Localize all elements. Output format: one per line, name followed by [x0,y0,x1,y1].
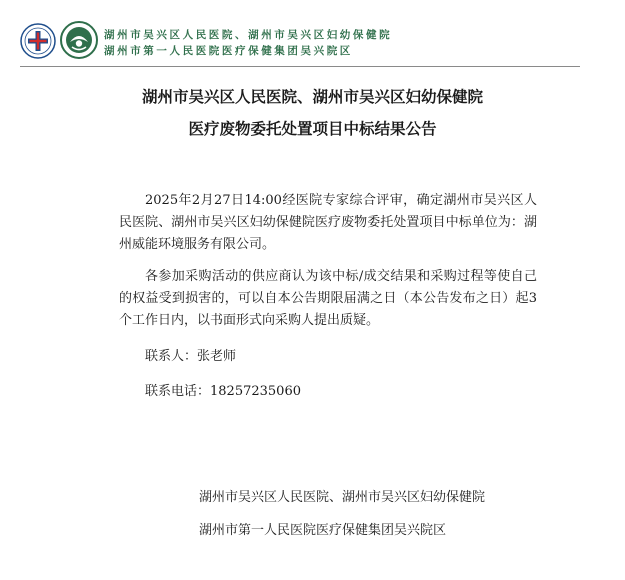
letterhead-text [104,27,392,59]
maternal-child-health-emblem-icon [60,21,98,59]
letterhead-line-2: 湖州市第一人民医院医疗保健集团吴兴院区 [104,45,353,57]
signature-line-1: 湖州市吴兴区人民医院、湖州市吴兴区妇幼保健院 [199,490,486,505]
hospital-emblem-icon [20,23,56,59]
letterhead-line-1: 湖州市吴兴区人民医院、湖州市吴兴区妇幼保健院 [104,29,393,41]
letterhead [0,0,625,80]
contact-phone: 联系电话：18257235060 [145,384,301,399]
signature-line-2: 湖州市第一人民医院医疗保健集团吴兴院区 [199,523,447,538]
document-title-line-2: 医疗废物委托处置项目中标结果公告 [188,119,437,138]
document-title-line-1: 湖州市吴兴区人民医院、湖州市吴兴区妇幼保健院 [141,87,483,106]
letterhead-divider [20,66,580,67]
award-paragraph: 2025年2月27日14:00经医院专家综合评审，确定湖州市吴兴区人民医院、湖州市吴兴区妇幼保健院医疗废物委托处置项目中标单位为：湖州威能环境服务有限公司。 [119,193,537,252]
objection-paragraph: 各参加采购活动的供应商认为该中标/成交结果和采购过程等使自己的权益受到损害的，可以自本公告期限届满之日（本公告发布之日）起3个工作日内，以书面形式向采购人提出质疑。 [119,269,537,328]
contact-person: 联系人：张老师 [145,349,237,364]
